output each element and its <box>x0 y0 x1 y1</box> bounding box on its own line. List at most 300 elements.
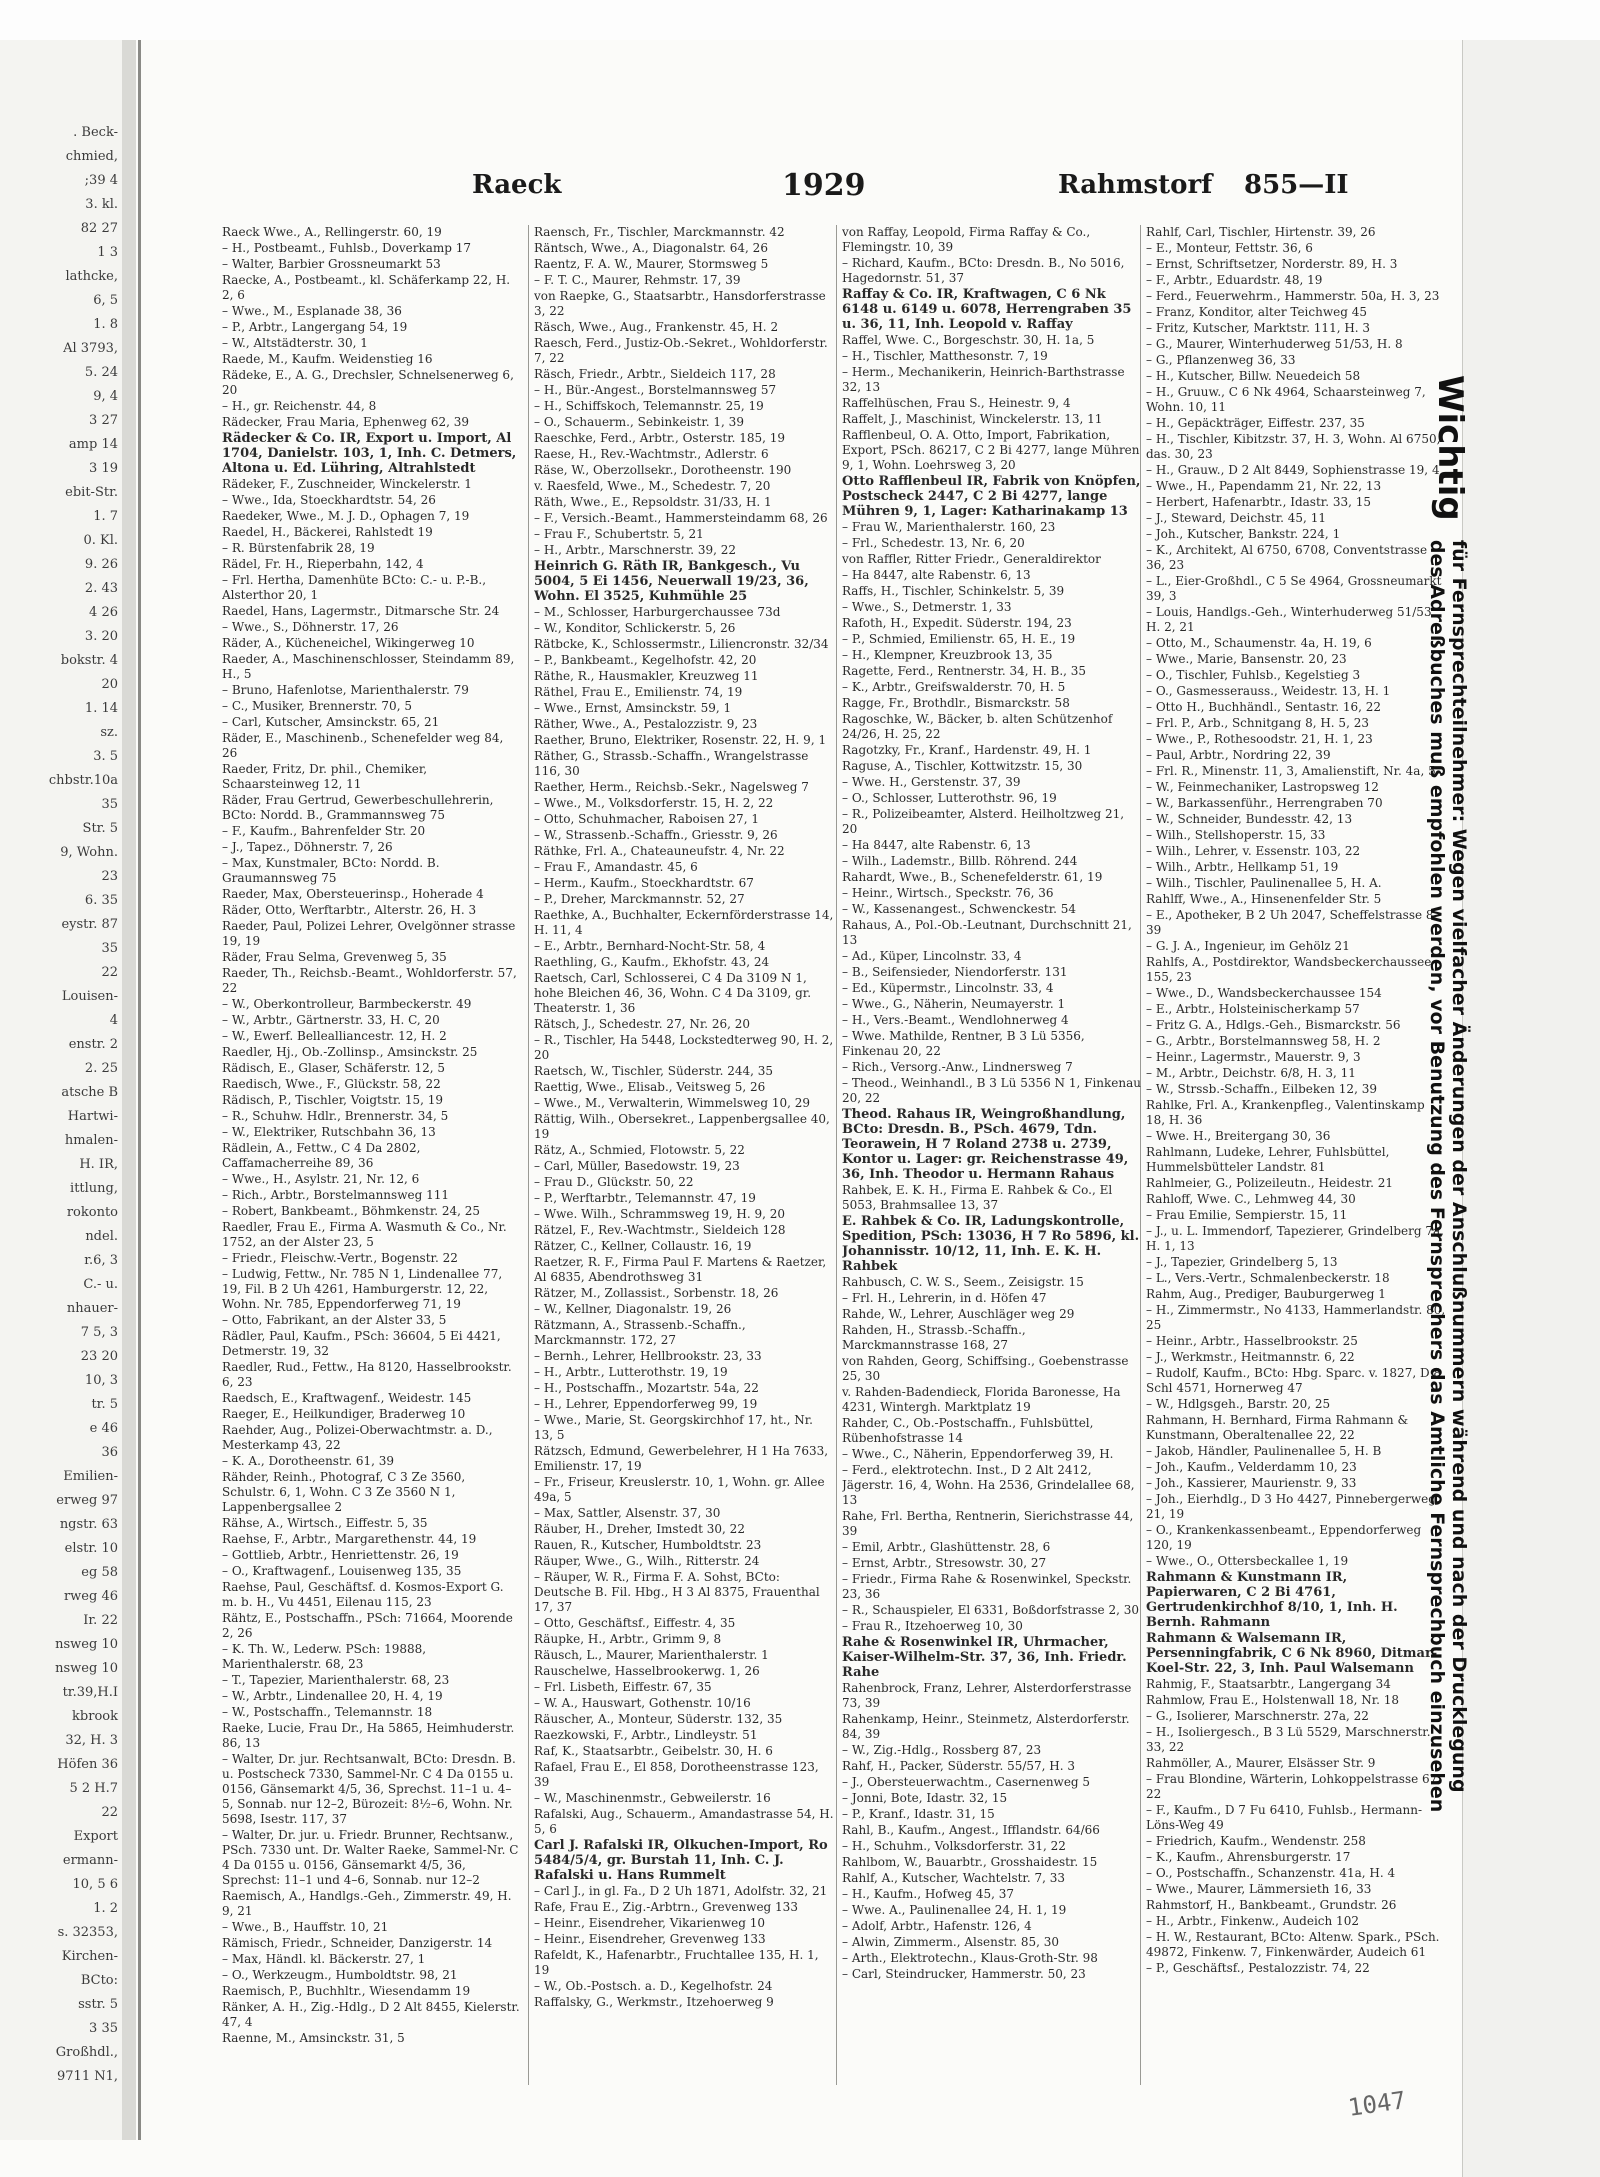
directory-entry: Rahmöller, A., Maurer, Elsässer Str. 9 <box>1146 1756 1376 1770</box>
previous-page-text: 82 27 <box>80 221 118 236</box>
directory-entry: – H., Tischler, Matthesonstr. 7, 19 <box>842 349 1048 363</box>
directory-entry: Rädler, Paul, Kaufm., PSch: 36604, 5 Ei 4421, Detmerstr. 19, 32 <box>222 1329 501 1358</box>
directory-entry: Rahden, H., Strassb.-Schaffn., Marckmannstrasse 168, 27 <box>842 1323 1026 1352</box>
directory-entry: Rauen, R., Kutscher, Humboldtstr. 23 <box>534 1538 762 1552</box>
directory-entry: Raeder, Paul, Polizei Lehrer, Ovelgönner strasse 19, 19 <box>222 919 516 948</box>
directory-entry: – O., Tischler, Fuhlsb., Kegelstieg 3 <box>1146 668 1361 682</box>
directory-entry: Otto Rafflenbeul IR, Fabrik von Knöpfen, Postscheck 2447, C 2 Bi 4277, lange Mühren 9, 1, Lager: Katharinakamp 13 <box>842 474 1141 519</box>
directory-entry: – H. W., Restaurant, BCto: Altenw. Spark., PSch. 49872, Finkenw. 7, Finkenwärder, Audeich 61 <box>1146 1930 1440 1959</box>
book-gutter <box>122 40 136 2140</box>
directory-entry: – Wwe. H., Gerstenstr. 37, 39 <box>842 775 1021 789</box>
handwritten-page-note: 1047 <box>1346 2086 1408 2122</box>
directory-entry: Raffelt, J., Maschinist, Winckelerstr. 13, 11 <box>842 412 1103 426</box>
directory-entry: Rähtz, E., Postschaffn., PSch: 71664, Moorende 2, 26 <box>222 1611 513 1640</box>
previous-page-text: 9, Wohn. <box>60 845 118 860</box>
directory-entry: Rahmig, F., Staatsarbtr., Langergang 34 <box>1146 1677 1391 1691</box>
previous-page-text: 22 <box>101 1805 118 1820</box>
directory-entry: – M., Arbtr., Deichstr. 6/8, H. 3, 11 <box>1146 1066 1356 1080</box>
directory-entry: Raedeker, Wwe., M. J. D., Ophagen 7, 19 <box>222 509 470 523</box>
directory-entry: Rahaus, A., Pol.-Ob.-Leutnant, Durchschnitt 21, 13 <box>842 918 1132 947</box>
directory-entry: – O., Krankenkassenbeamt., Eppendorferweg 120, 19 <box>1146 1523 1422 1552</box>
directory-entry: Raffel, Wwe. C., Borgeschstr. 30, H. 1a, 5 <box>842 333 1095 347</box>
directory-entry: – Wilh., Lademstr., Billb. Röhrend. 244 <box>842 854 1078 868</box>
directory-entry: – Frl. P., Arb., Schnitgang 8, H. 5, 23 <box>1146 716 1369 730</box>
directory-entry: – E., Arbtr., Holsteinischerkamp 57 <box>1146 1002 1360 1016</box>
previous-page-text: . Beck- <box>73 125 118 140</box>
previous-page-text: rweg 46 <box>63 1589 118 1604</box>
previous-page-text: 3. 5 <box>93 749 118 764</box>
scan-border <box>0 0 1600 40</box>
directory-entry: Raesch, Ferd., Justiz-Ob.-Sekret., Wohldorferstr. 7, 22 <box>534 336 828 365</box>
directory-entry: – J., Tapezier, Grindelberg 5, 13 <box>1146 1255 1338 1269</box>
directory-entry: Raguse, A., Tischler, Kottwitzstr. 15, 30 <box>842 759 1083 773</box>
directory-entry: Raetsch, Carl, Schlosserei, C 4 Da 3109 N 1, hohe Bleichen 46, 36, Wohn. C 4 Da 3109, gr. Theaterstr. 1, 36 <box>534 971 812 1015</box>
directory-entry: – H., Postschaffn., Mozartstr. 54a, 22 <box>534 1381 759 1395</box>
directory-entry: Rahbusch, C. W. S., Seem., Zeisigstr. 15 <box>842 1275 1084 1289</box>
directory-entry: – Emil, Arbtr., Glashüttenstr. 28, 6 <box>842 1540 1051 1554</box>
directory-entry: Raede, M., Kaufm. Weidenstieg 16 <box>222 352 433 366</box>
directory-entry: Rafalski, Aug., Schauerm., Amandastrasse 54, H. 5, 6 <box>534 1807 834 1836</box>
directory-entry: – Herm., Mechanikerin, Heinrich-Barthstrasse 32, 13 <box>842 365 1125 394</box>
previous-page-text: ebit-Str. <box>65 485 118 500</box>
directory-entry: Raffelhüschen, Frau S., Heinestr. 9, 4 <box>842 396 1071 410</box>
directory-entry: – Bruno, Hafenlotse, Marienthalerstr. 79 <box>222 683 469 697</box>
directory-entry: Rätzer, M., Zollassist., Sorbenstr. 18, 26 <box>534 1286 779 1300</box>
page-number: 855—II <box>1244 170 1349 200</box>
previous-page-text: Ir. 22 <box>83 1613 118 1628</box>
previous-page-text: amp 14 <box>68 437 118 452</box>
directory-entry: Raedler, Frau E., Firma A. Wasmuth & Co., Nr. 1752, an der Alster 23, 5 <box>222 1220 507 1249</box>
directory-entry: – O., Schauerm., Sebinkeistr. 1, 39 <box>534 415 744 429</box>
previous-page-text: Höfen 36 <box>57 1757 118 1772</box>
directory-entry: – O., Gasmesserauss., Weidestr. 13, H. 1 <box>1146 684 1391 698</box>
directory-entry: – O., Kraftwagenf., Louisenweg 135, 35 <box>222 1564 462 1578</box>
previous-page-text: 20 <box>101 677 118 692</box>
directory-entry: – Frau R., Itzehoerweg 10, 30 <box>842 1619 1023 1633</box>
directory-entry: – Wwe. Wilh., Schrammsweg 19, H. 9, 20 <box>534 1207 785 1221</box>
directory-entry: Räse, W., Oberzollsekr., Dorotheenstr. 190 <box>534 463 792 477</box>
directory-entry: – O., Schlosser, Lutterothstr. 96, 19 <box>842 791 1057 805</box>
previous-page-text: elstr. 10 <box>64 1541 118 1556</box>
directory-entry: – H., Gruuw., C 6 Nk 4964, Schaarsteinweg 7, Wohn. 10, 11 <box>1146 385 1426 414</box>
directory-entry: – F. T. C., Maurer, Rehmstr. 17, 39 <box>534 273 741 287</box>
directory-entry: Ragette, Ferd., Rentnerstr. 34, H. B., 35 <box>842 664 1087 678</box>
directory-entry: – W., Barkassenführ., Herrengraben 70 <box>1146 796 1383 810</box>
directory-entry: – Wwe., S., Detmerstr. 1, 33 <box>842 600 1012 614</box>
directory-entry: – Rich., Arbtr., Borstelmannsweg 111 <box>222 1188 449 1202</box>
previous-page-text: 36 <box>101 1445 118 1460</box>
directory-entry: – H., Isoliergesch., B 3 Lü 5529, Marschnerstr. 33, 22 <box>1146 1725 1431 1754</box>
directory-entry: – Theod., Weinhandl., B 3 Lü 5356 N 1, Finkenau 20, 22 <box>842 1076 1141 1105</box>
directory-entry: Rädisch, P., Tischler, Voigtstr. 15, 19 <box>222 1093 444 1107</box>
directory-entry: Raffalsky, G., Werkmstr., Itzehoerweg 9 <box>534 1995 774 2009</box>
directory-entry: – E., Monteur, Fettstr. 36, 6 <box>1146 241 1313 255</box>
directory-entry: – Frl. Lisbeth, Eiffestr. 67, 35 <box>534 1680 712 1694</box>
directory-entry: – P., Arbtr., Langergang 54, 19 <box>222 320 408 334</box>
head-first-entry: Raeck <box>472 170 562 200</box>
directory-entry: – Robert, Bankbeamt., Böhmkenstr. 24, 25 <box>222 1204 481 1218</box>
directory-entry: – Wwe., Ida, Stoeckhardtstr. 54, 26 <box>222 493 436 507</box>
directory-entry: – Wwe., G., Näherin, Neumayerstr. 1 <box>842 997 1066 1011</box>
directory-entry: Raethke, A., Buchhalter, Eckernförderstrasse 14, H. 11, 4 <box>534 908 834 937</box>
directory-entry: – T., Tapezier, Marienthalerstr. 68, 23 <box>222 1673 450 1687</box>
directory-entry: – G. J. A., Ingenieur, im Gehölz 21 <box>1146 939 1350 953</box>
directory-entry: – E., Apotheker, B 2 Uh 2047, Scheffelstrasse 8, 39 <box>1146 908 1438 937</box>
directory-entry: Rafoth, H., Expedit. Süderstr. 194, 23 <box>842 616 1072 630</box>
column-1 <box>222 225 522 2085</box>
directory-entry: – H., Kutscher, Billw. Neuedeich 58 <box>1146 369 1361 383</box>
directory-entry: Raehse, F., Arbtr., Margarethenstr. 44, 19 <box>222 1532 477 1546</box>
directory-entry: – Frau W., Marienthalerstr. 160, 23 <box>842 520 1056 534</box>
previous-page-text: Kirchen- <box>61 1949 118 1964</box>
directory-entry: Räuber, H., Dreher, Imstedt 30, 22 <box>534 1522 745 1536</box>
previous-page-text: Str. 5 <box>82 821 118 836</box>
directory-entry: – Wwe. A., Paulinenallee 24, H. 1, 19 <box>842 1903 1067 1917</box>
directory-entry: – P., Werftarbtr., Telemannstr. 47, 19 <box>534 1191 756 1205</box>
directory-entry: Rädlein, A., Fettw., C 4 Da 2802, Caffamacherreihe 89, 36 <box>222 1141 421 1170</box>
previous-page-text: 1. 7 <box>93 509 118 524</box>
directory-entry: – Heinr., Wirtsch., Speckstr. 76, 36 <box>842 886 1054 900</box>
directory-entry: Rädecker & Co. IR, Export u. Import, Al 1704, Danielstr. 103, 1, Inh. C. Detmers, Altona u. Ed. Lühring, Altrahlstedt <box>222 431 517 476</box>
directory-entry: – Fr., Friseur, Kreuslerstr. 10, 1, Wohn. gr. Allee 49a, 5 <box>534 1475 825 1504</box>
directory-entry: v. Rahden-Badendieck, Florida Baronesse, Ha 4231, Wintergh. Marktplatz 19 <box>842 1385 1121 1414</box>
previous-page-text: eystr. 87 <box>61 917 118 932</box>
directory-entry: Räsch, Wwe., Aug., Frankenstr. 45, H. 2 <box>534 320 779 334</box>
previous-page-text: 9711 N1, <box>57 2069 118 2084</box>
directory-entry: Raether, Herm., Reichsb.-Sekr., Nagelsweg 7 <box>534 780 809 794</box>
previous-page-text: enstr. 2 <box>68 1037 118 1052</box>
directory-entry: Räder, Frau Gertrud, Gewerbeschullehrerin, BCto: Nordd. B., Grammannsweg 75 <box>222 793 494 822</box>
directory-entry: – H., Gepäckträger, Eiffestr. 237, 35 <box>1146 416 1365 430</box>
previous-page-text: 1. 14 <box>84 701 118 716</box>
previous-page-text: 5. 24 <box>84 365 118 380</box>
directory-entry: – R. Bürstenfabrik 28, 19 <box>222 541 375 555</box>
directory-entry: – W., Oberkontrolleur, Barmbeckerstr. 49 <box>222 997 472 1011</box>
previous-page-text: chbstr.10a <box>48 773 118 788</box>
previous-page-text: rokonto <box>66 1205 118 1220</box>
directory-entry: – H., Zimmermstr., No 4133, Hammerlandstr. 80, 25 <box>1146 1303 1446 1332</box>
directory-entry: Rauschelwe, Hasselbrookerwg. 1, 26 <box>534 1664 760 1678</box>
directory-entry: – F., Kaufm., Bahrenfelder Str. 20 <box>222 824 426 838</box>
previous-page-text: 3. kl. <box>85 197 118 212</box>
directory-entry: – H., Grauw., D 2 Alt 8449, Sophienstrasse 19, 4 <box>1146 463 1440 477</box>
previous-page-text: 7 5, 3 <box>80 1325 118 1340</box>
directory-page <box>142 120 1470 2140</box>
directory-entry: von Rahden, Georg, Schiffsing., Goebenstrasse 25, 30 <box>842 1354 1129 1383</box>
directory-entry: – H., Lehrer, Eppendorferweg 99, 19 <box>534 1397 758 1411</box>
previous-page-text: 4 26 <box>89 605 118 620</box>
head-year: 1929 <box>782 168 866 203</box>
directory-entry: Rafflenbeul, O. A. Otto, Import, Fabrikation, Export, PSch. 86217, C 2 Bi 4277, lange Mühren 9, 1, Wohn. Loehrsweg 3, 20 <box>842 428 1140 472</box>
directory-entry: Rätz, A., Schmied, Flotowstr. 5, 22 <box>534 1143 745 1157</box>
directory-entry: – F., Arbtr., Eduardstr. 48, 19 <box>1146 273 1323 287</box>
directory-entry: Rahardt, Wwe., B., Schenefelderstr. 61, 19 <box>842 870 1103 884</box>
directory-entry: Räder, E., Maschinenb., Schenefelder weg 84, 26 <box>222 731 504 760</box>
previous-page-text: erweg 97 <box>56 1493 118 1508</box>
directory-entry: – H., Kaufm., Hofweg 45, 37 <box>842 1887 1015 1901</box>
previous-page-fragment <box>0 40 122 2140</box>
previous-page-text: 9. 26 <box>84 557 118 572</box>
directory-entry: Rähse, A., Wirtsch., Eiffestr. 5, 35 <box>222 1516 428 1530</box>
directory-entry: Raedel, H., Bäckerei, Rahlstedt 19 <box>222 525 433 539</box>
directory-entry: – Wwe., M., Volksdorferstr. 15, H. 2, 22 <box>534 796 774 810</box>
directory-entry: – H., Schuhm., Volksdorferstr. 31, 22 <box>842 1839 1066 1853</box>
directory-entry: – F., Kaufm., D 7 Fu 6410, Fuhlsb., Hermann-Löns-Weg 49 <box>1146 1803 1422 1832</box>
column-rule <box>836 225 837 2085</box>
directory-entry: – Friedrich, Kaufm., Wendenstr. 258 <box>1146 1834 1366 1848</box>
previous-page-text: 3 19 <box>89 461 118 476</box>
directory-entry: Raentz, F. A. W., Maurer, Stormsweg 5 <box>534 257 769 271</box>
directory-entry: – Frl. R., Minenstr. 11, 3, Amalienstift, Nr. 4a, 5 <box>1146 764 1436 778</box>
directory-entry: – Ad., Küper, Lincolnstr. 33, 4 <box>842 949 1022 963</box>
directory-entry: – Joh., Kaufm., Velderdamm 10, 23 <box>1146 1460 1357 1474</box>
directory-entry: Räther, Wwe., A., Pestalozzistr. 9, 23 <box>534 717 758 731</box>
directory-entry: – L., Eier-Großhdl., C 5 Se 4964, Grossneumarkt 39, 3 <box>1146 574 1442 603</box>
directory-entry: Räthke, Frl. A., Chateauneufstr. 4, Nr. 22 <box>534 844 785 858</box>
directory-entry: – K., Arbtr., Greifswalderstr. 70, H. 5 <box>842 680 1066 694</box>
directory-entry: Raenne, M., Amsinckstr. 31, 5 <box>222 2031 405 2045</box>
previous-page-text: 1. 2 <box>93 1901 118 1916</box>
directory-entry: Rahm, Aug., Prediger, Bauburgerweg 1 <box>1146 1287 1386 1301</box>
directory-entry: – W., Strassenb.-Schaffn., Griesstr. 9, 26 <box>534 828 778 842</box>
directory-entry: – P., Kranf., Idastr. 31, 15 <box>842 1807 995 1821</box>
directory-entry: Raeder, A., Maschinenschlosser, Steindamm 89, H., 5 <box>222 652 515 681</box>
directory-entry: von Raffler, Ritter Friedr., Generaldirektor <box>842 552 1101 566</box>
directory-entry: Rädecker, Frau Maria, Ephenweg 62, 39 <box>222 415 469 429</box>
directory-entry: – G., Isolierer, Marschnerstr. 27a, 22 <box>1146 1709 1369 1723</box>
directory-entry: – W., Postschaffn., Telemannstr. 18 <box>222 1705 433 1719</box>
previous-page-text: 9, 4 <box>93 389 118 404</box>
previous-page-text: 3 35 <box>89 2021 118 2036</box>
directory-entry: – Wilh., Arbtr., Hellkamp 51, 19 <box>1146 860 1339 874</box>
directory-entry: – L., Vers.-Vertr., Schmalenbeckerstr. 18 <box>1146 1271 1390 1285</box>
previous-page-text: 1 3 <box>97 245 118 260</box>
directory-entry: – Richard, Kaufm., BCto: Dresdn. B., No 5016, Hagedornstr. 51, 37 <box>842 256 1125 285</box>
previous-page-text: 2. 25 <box>84 1061 118 1076</box>
directory-entry: Raf, K., Staatsarbtr., Geibelstr. 30, H. 6 <box>534 1744 773 1758</box>
directory-entry: Raese, H., Rev.-Wachtmstr., Adlerstr. 6 <box>534 447 769 461</box>
previous-page-text: Louisen- <box>61 989 118 1004</box>
directory-entry: Rätzer, C., Kellner, Collaustr. 16, 19 <box>534 1239 752 1253</box>
directory-entry: – H., Arbtr., Finkenw., Audeich 102 <box>1146 1914 1359 1928</box>
directory-entry: – Frau F., Amandastr. 45, 6 <box>534 860 698 874</box>
wichtig-notice <box>1424 375 1472 1935</box>
directory-entry: – G., Maurer, Winterhuderweg 51/53, H. 8 <box>1146 337 1403 351</box>
directory-entry: – Joh., Kutscher, Bankstr. 224, 1 <box>1146 527 1341 541</box>
directory-entry: – H., Postbeamt., Fuhlsb., Doverkamp 17 <box>222 241 472 255</box>
directory-entry: von Raffay, Leopold, Firma Raffay & Co., Flemingstr. 10, 39 <box>842 225 1091 254</box>
directory-entry: – Wilh., Stellshoperstr. 15, 33 <box>1146 828 1326 842</box>
gutter-shadow <box>138 40 141 2140</box>
directory-entry: Rafael, Frau E., El 858, Dorotheenstrasse 123, 39 <box>534 1760 819 1789</box>
directory-entry: – Wwe., O., Ottersbeckallee 1, 19 <box>1146 1554 1349 1568</box>
directory-entry: Ragoschke, W., Bäcker, b. alten Schützenhof 24/26, H. 25, 22 <box>842 712 1113 741</box>
directory-entry: Raedler, Hj., Ob.-Zollinsp., Amsinckstr. 25 <box>222 1045 478 1059</box>
directory-entry: Raffs, H., Tischler, Schinkelstr. 5, 39 <box>842 584 1065 598</box>
directory-entry: – Wwe., C., Näherin, Eppendorferweg 39, H. <box>842 1447 1114 1461</box>
directory-entry: – Otto, Schuhmacher, Raboisen 27, 1 <box>534 812 759 826</box>
directory-entry: Rätzmann, A., Strassenb.-Schaffn., Marckmannstr. 172, 27 <box>534 1318 746 1347</box>
directory-entry: – Paul, Arbtr., Nordring 22, 39 <box>1146 748 1331 762</box>
directory-entry: Rahmann, H. Bernhard, Firma Rahmann & Kunstmann, Oberaltenallee 22, 22 <box>1146 1413 1409 1442</box>
directory-entry: – W., Elektriker, Rutschbahn 36, 13 <box>222 1125 436 1139</box>
directory-entry: – G., Pflanzenweg 36, 33 <box>1146 353 1296 367</box>
directory-entry: Rämisch, Friedr., Schneider, Danzigerstr. 14 <box>222 1936 493 1950</box>
directory-entry: Rahl, B., Kaufm., Angest., Ifflandstr. 64/66 <box>842 1823 1100 1837</box>
directory-entry: – Ferd., elektrotechn. Inst., D 2 Alt 2412, Jägerstr. 16, 4, Wohn. Ha 2536, Grindelallee 68, 13 <box>842 1463 1135 1507</box>
previous-page-text: BCto: <box>80 1973 118 1988</box>
directory-entry: – Jakob, Händler, Paulinenallee 5, H. B <box>1146 1444 1382 1458</box>
previous-page-text: 22 <box>101 965 118 980</box>
directory-entry: – Räuper, W. R., Firma F. A. Sohst, BCto: Deutsche B. Fil. Hbg., H 3 Al 8375, Frauenthal 17, 37 <box>534 1570 820 1614</box>
directory-entry: – H., Vers.-Beamt., Wendlohnerweg 4 <box>842 1013 1069 1027</box>
previous-page-text: 6. 35 <box>84 893 118 908</box>
previous-page-text: 3 27 <box>89 413 118 428</box>
directory-entry: – Ferd., Feuerwehrm., Hammerstr. 50a, H. 3, 23 <box>1146 289 1440 303</box>
directory-entry: Räsch, Friedr., Arbtr., Sieldeich 117, 28 <box>534 367 776 381</box>
column-4 <box>1146 225 1446 2085</box>
previous-page-text: Export <box>73 1829 118 1844</box>
directory-entry: Rahmann & Kunstmann IR, Papierwaren, C 2 Bi 4761, Gertrudenkirchhof 8/10, 1, Inh. H. Bernh. Rahmann <box>1146 1570 1398 1630</box>
directory-entry: – Jonni, Bote, Idastr. 32, 15 <box>842 1791 1008 1805</box>
directory-entry: Rahder, C., Ob.-Postschaffn., Fuhlsbüttel, Rübenhofstrasse 14 <box>842 1416 1094 1445</box>
directory-entry: Raedsch, E., Kraftwagenf., Weidestr. 145 <box>222 1391 472 1405</box>
directory-entry: – Gottlieb, Arbtr., Henriettenstr. 26, 19 <box>222 1548 459 1562</box>
directory-entry: – Otto, Fabrikant, an der Alster 33, 5 <box>222 1313 447 1327</box>
previous-page-text: bokstr. 4 <box>60 653 118 668</box>
directory-entry: Rahbek, E. K. H., Firma E. Rahbek & Co., El 5053, Brahmsallee 13, 37 <box>842 1183 1113 1212</box>
directory-entry: – B., Seifensieder, Niendorferstr. 131 <box>842 965 1068 979</box>
previous-page-text: 1. 8 <box>93 317 118 332</box>
directory-entry: – R., Polizeibeamter, Alsterd. Heilholtzweg 21, 20 <box>842 807 1125 836</box>
directory-entry: Ragge, Fr., Brothdlr., Bismarckstr. 58 <box>842 696 1070 710</box>
directory-entry: – Max, Sattler, Alsenstr. 37, 30 <box>534 1506 721 1520</box>
directory-entry: – Wilh., Tischler, Paulinenallee 5, H. A. <box>1146 876 1382 890</box>
directory-entry: – Rich., Versorg.-Anw., Lindnersweg 7 <box>842 1060 1073 1074</box>
notice-line-1: für Fernsprechteilnehmer: Wegen vielfacher Änderungen der Anschlußnummern während und nach der Drucklegung <box>1448 539 1470 1793</box>
previous-page-text: tr. 5 <box>91 1397 118 1412</box>
directory-entry: – H., Klempner, Kreuzbrook 13, 35 <box>842 648 1053 662</box>
directory-entry: – W., Feinmechaniker, Lastropsweg 12 <box>1146 780 1379 794</box>
directory-entry: – Wwe., D., Wandsbeckerchaussee 154 <box>1146 986 1382 1000</box>
previous-page-text: H. IR, <box>79 1157 118 1172</box>
directory-entry: Rahlbom, W., Bauarbtr., Grosshaidestr. 15 <box>842 1855 1098 1869</box>
directory-entry: – W., Zig.-Hdlg., Rossberg 87, 23 <box>842 1743 1042 1757</box>
directory-entry: Raeder, Fritz, Dr. phil., Chemiker, Schaarsteinweg 12, 11 <box>222 762 428 791</box>
previous-page-text: Hartwi- <box>67 1109 118 1124</box>
directory-entry: – Bernh., Lehrer, Hellbrookstr. 23, 33 <box>534 1349 762 1363</box>
directory-entry: – Wwe. H., Breitergang 30, 36 <box>1146 1129 1331 1143</box>
directory-entry: Raedel, Hans, Lagermstr., Ditmarsche Str. 24 <box>222 604 500 618</box>
previous-page-text: 3. 20 <box>84 629 118 644</box>
directory-entry: Rahlff, Wwe., A., Hinsenenfelder Str. 5 <box>1146 892 1382 906</box>
previous-page-text: hmalen- <box>64 1133 118 1148</box>
directory-entry: – Walter, Barbier Grossneumarkt 53 <box>222 257 441 271</box>
previous-page-text: 10, 5 6 <box>72 1877 118 1892</box>
previous-page-text: ermann- <box>62 1853 118 1868</box>
directory-entry: – J., Werkmstr., Heitmannstr. 6, 22 <box>1146 1350 1355 1364</box>
directory-entry: – Otto, M., Schaumenstr. 4a, H. 19, 6 <box>1146 636 1372 650</box>
directory-entry: – H., Schiffskoch, Telemannstr. 25, 19 <box>534 399 764 413</box>
directory-entry: – P., Geschäftsf., Pestalozzistr. 74, 22 <box>1146 1961 1370 1975</box>
directory-entry: Raezkowski, F., Arbtr., Lindleystr. 51 <box>534 1728 758 1742</box>
directory-entry: Raeger, E., Heilkundiger, Braderweg 10 <box>222 1407 466 1421</box>
directory-entry: Raeder, Max, Obersteuerinsp., Hoherade 4 <box>222 887 484 901</box>
directory-entry: Räder, A., Kücheneichel, Wikingerweg 10 <box>222 636 475 650</box>
directory-entry: – Frau D., Glückstr. 50, 22 <box>534 1175 694 1189</box>
directory-entry: – Wwe., Maurer, Lämmersieth 16, 33 <box>1146 1882 1372 1896</box>
directory-entry: Heinrich G. Räth IR, Bankgesch., Vu 5004, 5 Ei 1456, Neuerwall 19/23, 36, Wohn. El 3525, Kuhmühle 25 <box>534 559 809 604</box>
directory-entry: Theod. Rahaus IR, Weingroßhandlung, BCto: Dresdn. B., PSch. 4679, Tdn. Teorawein, H 7 Roland 2738 u. 2739, Kontor u. Lager: gr. Reichenstrasse 49, 36, Inh. Theodor u. Hermann Rahaus <box>842 1107 1129 1182</box>
directory-entry: Raethling, G., Kaufm., Ekhofstr. 43, 24 <box>534 955 770 969</box>
directory-entry: – Wwe. Mathilde, Rentner, B 3 Lü 5356, Finkenau 20, 22 <box>842 1029 1085 1058</box>
directory-entry: – Wwe., H., Asylstr. 21, Nr. 12, 6 <box>222 1172 420 1186</box>
directory-entry: – Ernst, Arbtr., Stresowstr. 30, 27 <box>842 1556 1047 1570</box>
directory-entry: – R., Tischler, Ha 5448, Lockstedterweg 90, H. 2, 20 <box>534 1033 834 1062</box>
previous-page-text: e 46 <box>89 1421 118 1436</box>
directory-entry: – Walter, Dr. jur. Rechtsanwalt, BCto: Dresdn. B. u. Postscheck 7330, Sammel-Nr. C 4 Da 0155 u. 0156, Gänsemarkt 4/5, 36, Sprechst. 11–1 u. 4–5, Sonnab. nur 12–2, Bürozeit: 8½–6, Wohn. Nr. 5698, Isestr. 117, 37 <box>222 1752 516 1826</box>
directory-entry: – J., Steward, Deichstr. 45, 11 <box>1146 511 1326 525</box>
notice-line-2: des Adreßbuches muß empfohlen werden, vor Benutzung des Fernsprechers das Amtliche Fernsprechbuch einzusehen <box>1426 539 1448 1813</box>
directory-entry: Rätzel, F., Rev.-Wachtmstr., Sieldeich 128 <box>534 1223 786 1237</box>
directory-entry: – P., Schmied, Emilienstr. 65, H. E., 19 <box>842 632 1076 646</box>
directory-entry: Raemisch, A., Handlgs.-Geh., Zimmerstr. 49, H. 9, 21 <box>222 1889 512 1918</box>
directory-entry: Räupke, H., Arbtr., Grimm 9, 8 <box>534 1632 722 1646</box>
previous-page-text: C.- u. <box>83 1277 118 1292</box>
directory-entry: – J., u. L. Immendorf, Tapezierer, Grindelberg 7a, H. 1, 13 <box>1146 1224 1444 1253</box>
directory-entry: – F., Versich.-Beamt., Hammersteindamm 68, 26 <box>534 511 828 525</box>
previous-page-text: 35 <box>101 941 118 956</box>
directory-entry: Raeder, Th., Reichsb.-Beamt., Wohldorferstr. 57, 22 <box>222 966 517 995</box>
directory-entry: – K. A., Dorotheenstr. 61, 39 <box>222 1454 395 1468</box>
directory-entry: – Alwin, Zimmerm., Alsenstr. 85, 30 <box>842 1935 1060 1949</box>
directory-entry: – J., Obersteuerwachtm., Casernenweg 5 <box>842 1775 1091 1789</box>
directory-entry: – Carl, Müller, Basedowstr. 19, 23 <box>534 1159 740 1173</box>
previous-page-text: tr.39,H.I <box>62 1685 118 1700</box>
directory-entry: – Heinr., Lagermstr., Mauerstr. 9, 3 <box>1146 1050 1361 1064</box>
directory-entry: Raetsch, W., Tischler, Süderstr. 244, 35 <box>534 1064 774 1078</box>
column-rule <box>528 225 529 2085</box>
previous-page-text: 32, H. 3 <box>65 1733 118 1748</box>
directory-entry: – Joh., Kassierer, Maurienstr. 9, 33 <box>1146 1476 1357 1490</box>
directory-entry: – Wilh., Lehrer, v. Essenstr. 103, 22 <box>1146 844 1361 858</box>
directory-entry: Raeck Wwe., A., Rellingerstr. 60, 19 <box>222 225 442 239</box>
directory-entry: – Frau Blondine, Wärterin, Lohkoppelstrasse 67, 22 <box>1146 1772 1442 1801</box>
previous-page-text: ndel. <box>85 1229 118 1244</box>
previous-page-text: 2. 43 <box>84 581 118 596</box>
directory-entry: – Otto H., Buchhändl., Sentastr. 16, 22 <box>1146 700 1382 714</box>
directory-entry: – C., Musiker, Brennerstr. 70, 5 <box>222 699 412 713</box>
directory-entry: – Frau Emilie, Sempierstr. 15, 11 <box>1146 1208 1348 1222</box>
directory-entry: v. Raesfeld, Wwe., M., Schedestr. 7, 20 <box>534 479 771 493</box>
directory-entry: Rättig, Wilh., Obersekret., Lappenbergsallee 40, 19 <box>534 1112 830 1141</box>
column-2 <box>534 225 834 2085</box>
directory-entry: Rahde, W., Lehrer, Auschläger weg 29 <box>842 1307 1075 1321</box>
directory-entry: Rädeke, E., A. G., Drechsler, Schnelsenerweg 6, 20 <box>222 368 514 397</box>
directory-entry: – W., Arbtr., Gärtnerstr. 33, H. C, 20 <box>222 1013 440 1027</box>
previous-page-text: chmied, <box>65 149 118 164</box>
directory-entry: Rahe & Rosenwinkel IR, Uhrmacher, Kaiser-Wilhelm-Str. 37, 36, Inh. Friedr. Rahe <box>842 1635 1127 1680</box>
directory-entry: – Carl, Kutscher, Amsinckstr. 65, 21 <box>222 715 440 729</box>
directory-entry: Rädeker, F., Zuschneider, Winckelerstr. 1 <box>222 477 472 491</box>
page-margin-right <box>1462 40 1600 2177</box>
directory-entry: – H., gr. Reichenstr. 44, 8 <box>222 399 377 413</box>
directory-entry: Rahf, H., Packer, Süderstr. 55/57, H. 3 <box>842 1759 1076 1773</box>
directory-entry: – Wwe., B., Hauffstr. 10, 21 <box>222 1920 389 1934</box>
directory-entry: – J., Tapez., Döhnerstr. 7, 26 <box>222 840 393 854</box>
notice-title: Wichtig <box>1430 375 1470 521</box>
directory-entry: Rahlmann, Ludeke, Lehrer, Fuhlsbüttel, Hummelsbütteler Landstr. 81 <box>1146 1145 1390 1174</box>
